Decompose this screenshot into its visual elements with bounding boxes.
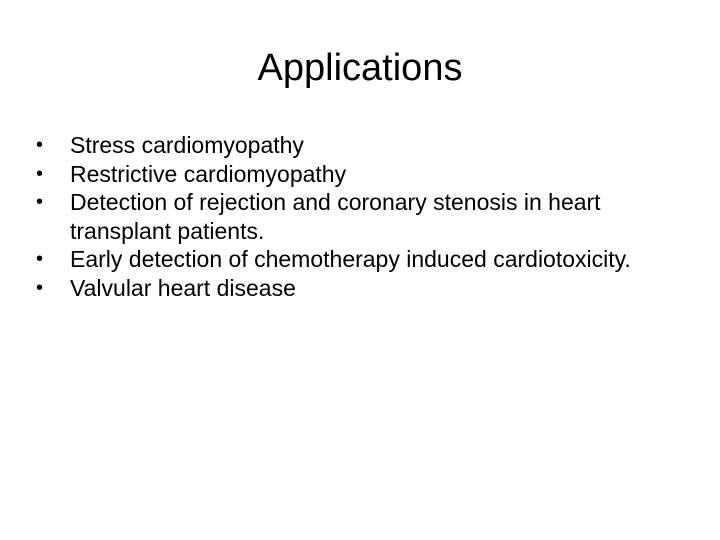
bullet-dot-icon: • <box>36 191 44 213</box>
list-item-text: Early detection of chemotherapy induced cardiotoxicity. <box>70 246 631 272</box>
slide-title: Applications <box>257 47 463 89</box>
list-item-text: Stress cardiomyopathy <box>70 132 304 158</box>
bullet-dot-icon: • <box>36 162 44 185</box>
list-item-text: Detection of rejection and coronary stenosis in heart transplant patients. <box>70 189 601 244</box>
list-item <box>36 131 686 160</box>
list-item <box>36 160 686 189</box>
list-item <box>36 245 686 274</box>
list-item <box>36 274 686 303</box>
list-item <box>36 188 686 245</box>
bullet-list <box>36 131 686 302</box>
bullet-dot-icon: • <box>36 134 44 156</box>
list-item-text: Restrictive cardiomyopathy <box>70 160 347 187</box>
bullet-dot-icon: • <box>36 276 44 299</box>
bullet-dot-icon: • <box>36 248 44 270</box>
list-item-text: Valvular heart disease <box>70 274 296 301</box>
